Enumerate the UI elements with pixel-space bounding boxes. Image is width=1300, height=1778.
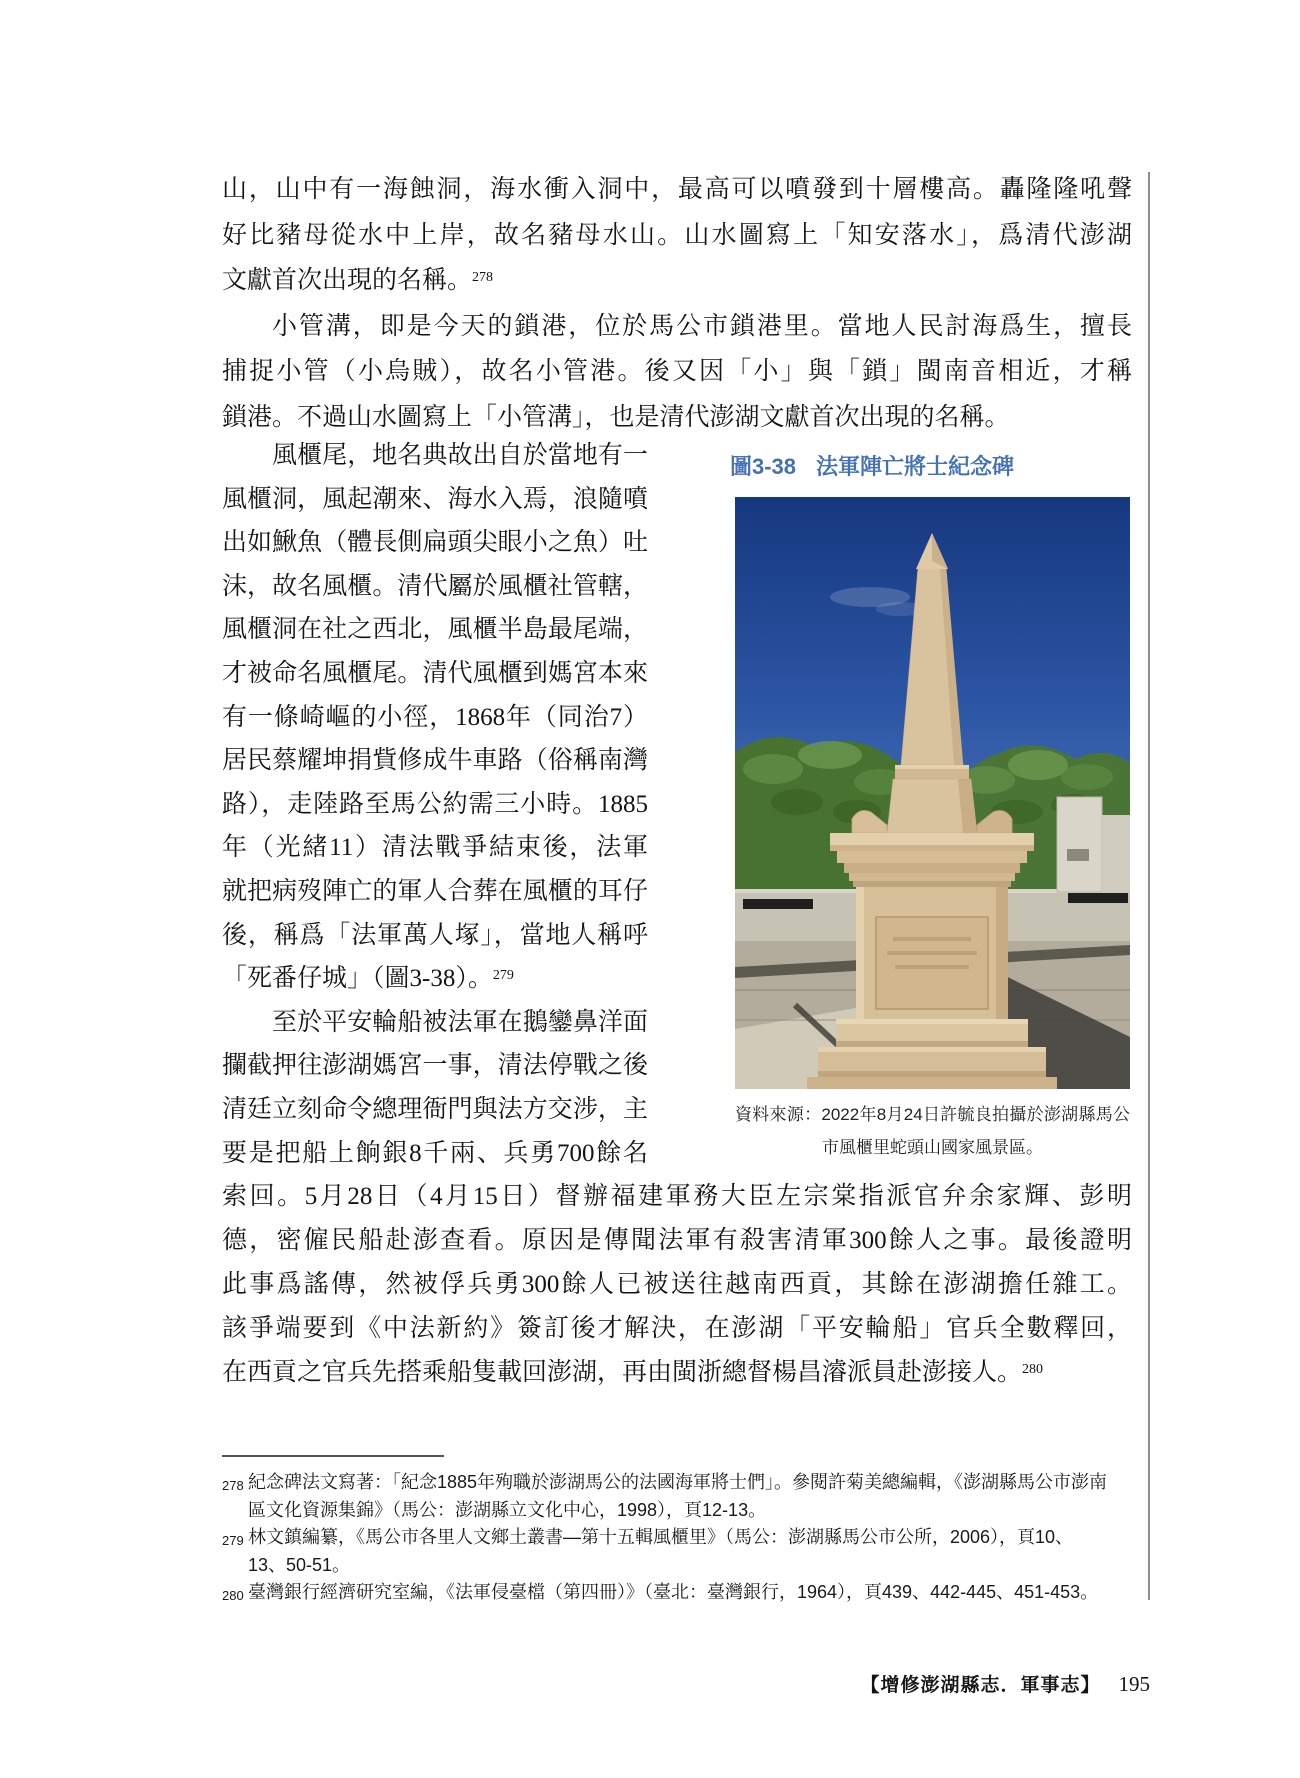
footnote-number: 279 <box>222 1533 244 1548</box>
text-line: 此事爲謠傳，然被俘兵勇300餘人已被送往越南西貢，其餘在澎湖擔任雜工。 <box>222 1271 1132 1298</box>
body-text-left-column <box>222 434 648 1175</box>
text-line: 小管溝，即是今天的鎖港，位於馬公市鎖港里。當地人民討海爲生，擅長 <box>272 312 1132 340</box>
figure-title: 法軍陣亡將士紀念碑 <box>816 454 1015 479</box>
footnote-line: 區文化資源集錦》（馬公：澎湖縣立文化中心，1998），頁12-13。 <box>248 1499 767 1520</box>
figure-number: 圖3-38 <box>730 454 797 479</box>
text-line: 鎖港。不過山水圖寫上「小管溝」，也是清代澎湖文獻首次出現的名稱。 <box>222 403 1010 431</box>
footnote-number: 280 <box>222 1588 244 1603</box>
caption-line: 資料來源：2022年8月24日許毓良拍攝於澎湖縣馬公 <box>735 1105 1130 1124</box>
page-number: 195 <box>1118 1672 1150 1696</box>
text-line: 山，山中有一海蝕洞，海水衝入洞中，最高可以噴發到十層樓高。轟隆隆吼聲 <box>222 176 1132 203</box>
text-line: 才被命名風櫃尾。清代風櫃到媽宮本來 <box>222 659 648 687</box>
footnote <box>222 1524 1138 1579</box>
text-line: 捕捉小管（小烏賊），故名小管港。後又因「小」與「鎖」閩南音相近，才稱 <box>222 358 1132 386</box>
body-text-top <box>222 167 1132 441</box>
page-edge-rule <box>1148 172 1150 1600</box>
footnote-number: 278 <box>222 1478 244 1493</box>
text-line: 清廷立刻命令總理衙門與法方交涉，主 <box>222 1095 648 1123</box>
text-line: 年（光緒11）清法戰爭結束後，法軍 <box>222 834 648 862</box>
text-line: 「死番仔城」（圖3-38）。$^{279}$ <box>222 965 514 993</box>
text-line: 文獻首次出現的名稱。$^{278}$ <box>222 267 494 295</box>
text-line: 攔截押往澎湖媽宮一事，清法停戰之後 <box>222 1052 648 1080</box>
text-line: 風櫃尾，地名典故出自於當地有一 <box>272 442 648 469</box>
text-line: 出如鰍魚（體長側扁頭尖眼小之魚）吐 <box>222 529 648 557</box>
caption-line: 市風櫃里蛇頭山國家風景區。 <box>822 1138 1043 1157</box>
text-line: 路），走陸路至馬公約需三小時。1885 <box>222 790 648 818</box>
footnote-line: 紀念碑法文寫著：「紀念1885年殉職於澎湖馬公的法國海軍將士們」。參閱許菊美總編輯，《澎湖縣馬公市澎南 <box>248 1472 1108 1492</box>
book-title: 【增修澎湖縣志．軍事志】 <box>860 1675 1101 1696</box>
footnote-line: 臺灣銀行經濟研究室編，《法軍侵臺檔（第四冊）》（臺北：臺灣銀行，1964），頁439、442-445、451-453。 <box>248 1582 1099 1602</box>
text-line: 風櫃洞，風起潮來、海水入焉，浪隨噴 <box>222 485 648 513</box>
text-line: 至於平安輪船被法軍在鵝鑾鼻洋面 <box>272 1008 648 1036</box>
text-line: 索回。5月28日（4月15日）督辦福建軍務大臣左宗棠指派官弁余家輝、彭明 <box>222 1183 1132 1210</box>
text-line: 就把病歿陣亡的軍人合葬在風櫃的耳仔 <box>222 877 648 905</box>
body-text-bottom <box>222 1175 1132 1395</box>
footnote-ref: 280 <box>1022 1362 1044 1377</box>
text-line: 有一條崎嶇的小徑，1868年（同治7） <box>222 703 648 731</box>
figure-photo-monument <box>735 497 1130 1089</box>
footnote <box>222 1579 1138 1607</box>
text-line: 風櫃洞在社之西北，風櫃半島最尾端， <box>222 616 648 644</box>
footnote-separator <box>222 1455 444 1457</box>
page-footer <box>0 1670 1150 1697</box>
footnotes <box>222 1469 1138 1607</box>
figure-caption <box>735 1098 1130 1164</box>
footnote <box>222 1469 1138 1524</box>
text-line: 在西貢之官兵先搭乘船隻載回澎湖，再由閩浙總督楊昌濬派員赴澎接人。$^{280}$ <box>222 1359 1044 1386</box>
text-line: 好比豬母從水中上岸，故名豬母水山。山水圖寫上「知安落水」，爲清代澎湖 <box>222 221 1132 249</box>
footnote-line: 13、50-51。 <box>248 1554 351 1575</box>
text-line: 沫，故名風櫃。清代屬於風櫃社管轄， <box>222 572 648 600</box>
text-line: 該爭端要到《中法新約》簽訂後才解決，在澎湖「平安輪船」官兵全數釋回， <box>222 1315 1132 1342</box>
text-line: 要是把船上餉銀8千兩、兵勇700餘名 <box>222 1139 648 1167</box>
text-line: 居民蔡耀坤捐貲修成牛車路（俗稱南灣 <box>222 747 648 775</box>
figure-label <box>730 450 1014 481</box>
footnote-line: 林文鎮編纂，《馬公市各里人文鄉土叢書—第十五輯風櫃里》（馬公：澎湖縣馬公市公所，2006），頁10、 <box>248 1527 1074 1547</box>
text-line: 後，稱爲「法軍萬人塚」，當地人稱呼 <box>222 921 648 949</box>
footnote-ref: 278 <box>472 270 494 286</box>
footnote-ref: 279 <box>492 968 514 984</box>
text-line: 德，密僱民船赴澎查看。原因是傳聞法軍有殺害清軍300餘人之事。最後證明 <box>222 1227 1132 1254</box>
